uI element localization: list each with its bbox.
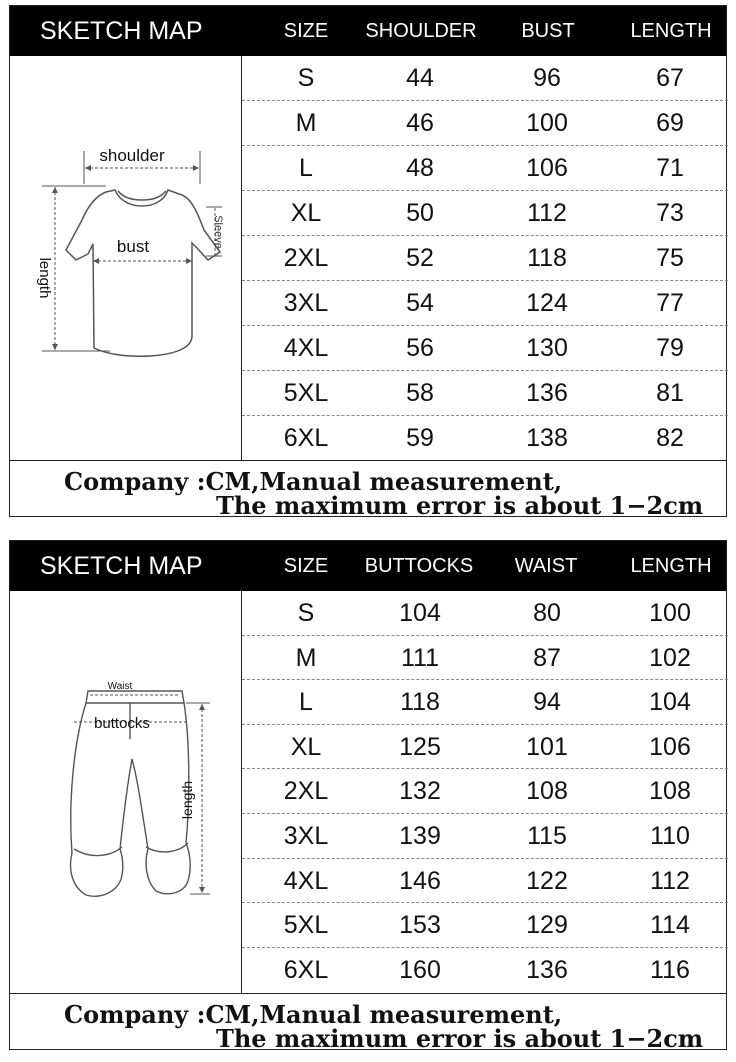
size-cell: XL [290, 199, 322, 227]
measure-cell-1: 160 [399, 955, 441, 984]
measure-cell-3: 110 [650, 822, 690, 850]
measure-cell-1: 48 [406, 154, 434, 182]
measure-cell-2: 136 [526, 379, 568, 407]
size-cell: 2XL [283, 777, 329, 806]
pants-diagram [10, 591, 241, 993]
size-cell: L [299, 688, 313, 717]
measure-cell-1: 132 [399, 777, 441, 806]
header-buttocks: BUTTOCKS [364, 555, 474, 577]
size-cell: 3XL [283, 289, 329, 317]
table-row [242, 416, 728, 461]
header-size: SIZE [283, 555, 329, 577]
table-row [242, 146, 728, 191]
table-row [242, 371, 728, 416]
size-cell: L [299, 154, 313, 182]
measure-cell-1: 125 [399, 732, 441, 761]
measure-cell-3: 69 [656, 109, 684, 137]
size-cell: 3XL [283, 822, 329, 850]
header-length: LENGTH [630, 20, 712, 42]
note-line-1: Company :CM,Manual measurement, [64, 1000, 563, 1029]
size-cell: 4XL [283, 334, 329, 362]
length-label: length [179, 780, 195, 820]
header-length: LENGTH [630, 555, 712, 577]
measure-cell-1: 52 [406, 244, 434, 272]
measure-cell-1: 54 [406, 289, 434, 317]
measure-cell-2: 108 [526, 777, 568, 806]
table-row [242, 591, 728, 636]
measure-cell-1: 146 [399, 866, 441, 895]
measure-cell-3: 108 [649, 777, 691, 806]
measure-cell-3: 79 [656, 334, 684, 362]
table-header [10, 541, 726, 591]
header-shoulder: SHOULDER [365, 20, 477, 42]
size-cell: M [295, 643, 317, 672]
measure-cell-2: 130 [526, 334, 568, 362]
measure-cell-3: 106 [649, 732, 691, 761]
size-cell: 6XL [283, 955, 329, 984]
measure-cell-3: 81 [656, 379, 684, 407]
note-line-2: The maximum error is about 1−2cm [216, 491, 704, 520]
table-row [242, 814, 728, 859]
table-row [242, 56, 728, 101]
size-cell: S [297, 64, 315, 92]
measure-cell-2: 100 [526, 109, 568, 137]
measure-cell-3: 71 [656, 154, 684, 182]
measure-cell-2: 94 [533, 688, 561, 717]
size-cell: 5XL [283, 379, 329, 407]
table-row [242, 191, 728, 236]
table-row [242, 636, 728, 681]
pants-size-chart [9, 540, 727, 1053]
table-row [242, 859, 728, 904]
measure-cell-3: 100 [649, 599, 691, 627]
measure-cell-1: 44 [406, 64, 434, 92]
pants-sketch [10, 591, 242, 993]
size-cell: M [295, 109, 317, 137]
size-cell: 5XL [283, 911, 329, 940]
tshirt-sketch [10, 56, 242, 460]
table-row [242, 326, 728, 371]
header-waist: WAIST [514, 555, 578, 577]
length-label: length [36, 257, 53, 299]
measure-cell-1: 50 [406, 199, 434, 227]
waist-label: Waist [107, 681, 133, 692]
table-row [242, 769, 728, 814]
measure-cell-3: 77 [656, 289, 684, 317]
table-header [10, 6, 726, 56]
size-cell: XL [290, 732, 322, 761]
measure-cell-3: 104 [649, 688, 691, 717]
bust-label: bust [116, 237, 150, 256]
measure-cell-2: 101 [526, 732, 568, 761]
table-row [242, 101, 728, 146]
buttocks-label: buttocks [94, 715, 150, 732]
table-row [242, 680, 728, 725]
measure-cell-3: 116 [650, 955, 690, 984]
note-line-2: The maximum error is about 1−2cm [216, 1024, 704, 1053]
measure-cell-1: 46 [406, 109, 434, 137]
measure-cell-1: 139 [399, 822, 441, 850]
sleeve-label: Sleeve [212, 215, 224, 249]
table-row [242, 725, 728, 770]
measure-cell-2: 96 [533, 64, 561, 92]
measure-cell-2: 115 [527, 822, 567, 850]
measure-cell-1: 104 [399, 599, 441, 627]
measure-cell-1: 111 [400, 643, 440, 672]
measure-cell-1: 59 [406, 424, 434, 452]
measure-cell-2: 87 [533, 643, 561, 672]
table-row [242, 903, 728, 948]
measure-cell-2: 129 [526, 911, 568, 940]
measure-cell-1: 118 [400, 688, 440, 717]
measure-cell-3: 82 [656, 424, 684, 452]
size-cell: 4XL [283, 866, 329, 895]
measure-cell-3: 73 [656, 199, 684, 227]
measurement-note [10, 460, 726, 520]
table-row [242, 948, 728, 993]
measure-cell-2: 124 [526, 289, 568, 317]
measure-cell-2: 138 [526, 424, 568, 452]
size-cell: S [297, 599, 315, 627]
tshirt-diagram [10, 56, 241, 460]
measure-cell-3: 114 [650, 911, 690, 940]
measure-cell-1: 56 [406, 334, 434, 362]
measurement-note [10, 993, 726, 1053]
measure-cell-2: 112 [527, 199, 567, 227]
header-sketch-map: SKETCH MAP [40, 552, 203, 580]
header-bust: BUST [521, 20, 575, 42]
measure-cell-3: 67 [656, 64, 684, 92]
measure-cell-3: 75 [656, 244, 684, 272]
header-size: SIZE [283, 20, 329, 42]
measure-cell-3: 102 [649, 643, 691, 672]
measure-cell-1: 58 [406, 379, 434, 407]
measure-cell-2: 80 [533, 599, 561, 627]
size-cell: 6XL [283, 424, 329, 452]
measure-cell-2: 118 [527, 244, 567, 272]
measure-cell-1: 153 [399, 911, 441, 940]
size-cell: 2XL [283, 244, 329, 272]
tshirt-size-chart [9, 5, 727, 520]
header-sketch-map: SKETCH MAP [40, 17, 203, 45]
table-row [242, 281, 728, 326]
measure-cell-2: 106 [526, 154, 568, 182]
note-line-1: Company :CM,Manual measurement, [64, 467, 563, 496]
measure-cell-3: 112 [650, 866, 690, 895]
measure-cell-2: 122 [526, 866, 568, 895]
shoulder-label: shoulder [99, 146, 165, 165]
measure-cell-2: 136 [526, 955, 568, 984]
table-row [242, 236, 728, 281]
